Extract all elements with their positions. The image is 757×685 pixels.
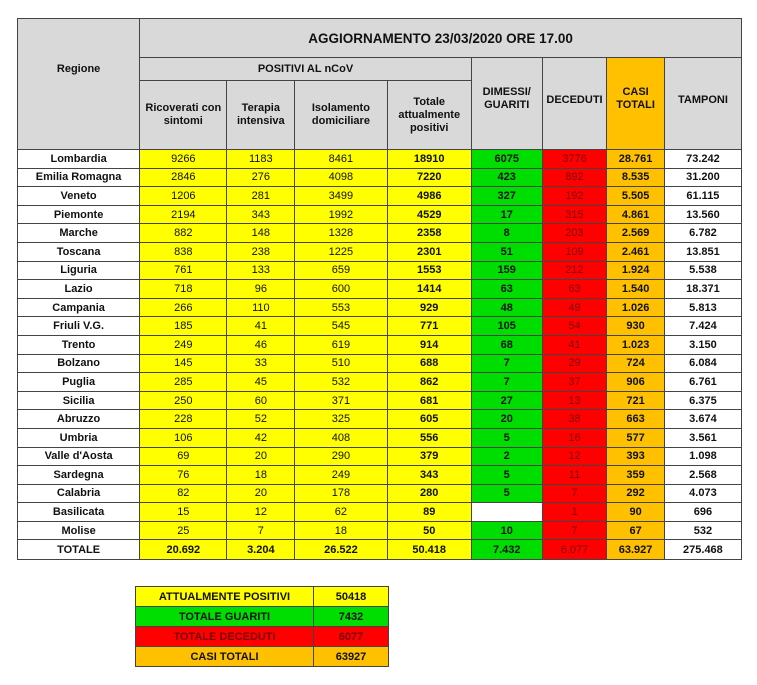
cell-casi-totali: 67 xyxy=(607,521,665,540)
cell-tamponi: 1.098 xyxy=(664,447,741,466)
cell-regione: Umbria xyxy=(18,428,140,447)
cell-casi-totali: 930 xyxy=(607,317,665,336)
cell-dimessi: 423 xyxy=(471,168,542,187)
cell-casi-totali: 292 xyxy=(607,484,665,503)
cell-regione: Lombardia xyxy=(18,150,140,169)
cell-terapia: 60 xyxy=(227,391,295,410)
cell-ricoverati: 69 xyxy=(140,447,227,466)
cell-ricoverati: 1206 xyxy=(140,187,227,206)
cell-totale-positivi: 1553 xyxy=(387,261,471,280)
cell-dimessi: 7 xyxy=(471,373,542,392)
cell-deceduti: 192 xyxy=(542,187,607,206)
cell-regione: Bolzano xyxy=(18,354,140,373)
cell-terapia: 45 xyxy=(227,373,295,392)
cell-regione: Calabria xyxy=(18,484,140,503)
cell-isolamento: 18 xyxy=(295,521,387,540)
table-row xyxy=(18,242,742,261)
summary-table xyxy=(135,586,389,667)
table-row xyxy=(18,521,742,540)
cell-terapia: 20 xyxy=(227,484,295,503)
cell-tamponi: 13.560 xyxy=(664,205,741,224)
cell-ricoverati: 2194 xyxy=(140,205,227,224)
summary-label: CASI TOTALI xyxy=(136,647,314,667)
cell-regione: Campania xyxy=(18,298,140,317)
table-row xyxy=(18,168,742,187)
total-totale-positivi: 50.418 xyxy=(387,540,471,560)
table-row xyxy=(18,484,742,503)
cell-regione: Basilicata xyxy=(18,503,140,522)
cell-tamponi: 4.073 xyxy=(664,484,741,503)
cell-dimessi: 17 xyxy=(471,205,542,224)
cell-terapia: 281 xyxy=(227,187,295,206)
cell-dimessi: 48 xyxy=(471,298,542,317)
cell-regione: Puglia xyxy=(18,373,140,392)
cell-casi-totali: 5.505 xyxy=(607,187,665,206)
total-casi-totali: 63.927 xyxy=(607,540,665,560)
cell-casi-totali: 359 xyxy=(607,466,665,485)
table-row xyxy=(18,428,742,447)
cell-ricoverati: 15 xyxy=(140,503,227,522)
cell-totale-positivi: 7220 xyxy=(387,168,471,187)
cell-isolamento: 600 xyxy=(295,280,387,299)
cell-casi-totali: 2.461 xyxy=(607,242,665,261)
cell-casi-totali: 1.540 xyxy=(607,280,665,299)
cell-totale-positivi: 862 xyxy=(387,373,471,392)
table-row xyxy=(18,410,742,429)
cell-regione: Emilia Romagna xyxy=(18,168,140,187)
cell-casi-totali: 393 xyxy=(607,447,665,466)
header-totale-positivi: Totale attualmente positivi xyxy=(387,81,471,150)
cell-regione: Sicilia xyxy=(18,391,140,410)
cell-isolamento: 4098 xyxy=(295,168,387,187)
cell-isolamento: 408 xyxy=(295,428,387,447)
cell-terapia: 33 xyxy=(227,354,295,373)
table-row xyxy=(18,447,742,466)
cell-dimessi: 7 xyxy=(471,354,542,373)
total-tamponi: 275.468 xyxy=(664,540,741,560)
cell-casi-totali: 4.861 xyxy=(607,205,665,224)
table-row xyxy=(18,391,742,410)
cell-isolamento: 62 xyxy=(295,503,387,522)
cell-dimessi: 6075 xyxy=(471,150,542,169)
cell-totale-positivi: 688 xyxy=(387,354,471,373)
cell-isolamento: 178 xyxy=(295,484,387,503)
summary-label: TOTALE GUARITI xyxy=(136,607,314,627)
cell-isolamento: 1225 xyxy=(295,242,387,261)
cell-tamponi: 2.568 xyxy=(664,466,741,485)
table-row xyxy=(18,354,742,373)
cell-totale-positivi: 4529 xyxy=(387,205,471,224)
cell-dimessi: 10 xyxy=(471,521,542,540)
cell-isolamento: 659 xyxy=(295,261,387,280)
cell-dimessi xyxy=(471,503,542,522)
cell-deceduti: 203 xyxy=(542,224,607,243)
cell-ricoverati: 718 xyxy=(140,280,227,299)
cell-deceduti: 892 xyxy=(542,168,607,187)
cell-tamponi: 5.813 xyxy=(664,298,741,317)
cell-terapia: 7 xyxy=(227,521,295,540)
summary-label: ATTUALMENTE POSITIVI xyxy=(136,587,314,607)
cell-isolamento: 510 xyxy=(295,354,387,373)
table-row xyxy=(18,335,742,354)
cell-terapia: 46 xyxy=(227,335,295,354)
cell-deceduti: 63 xyxy=(542,280,607,299)
cell-terapia: 148 xyxy=(227,224,295,243)
table-row xyxy=(18,317,742,336)
cell-regione: Lazio xyxy=(18,280,140,299)
summary-value: 7432 xyxy=(314,607,389,627)
cell-totale-positivi: 556 xyxy=(387,428,471,447)
cell-dimessi: 5 xyxy=(471,428,542,447)
cell-ricoverati: 761 xyxy=(140,261,227,280)
cell-ricoverati: 250 xyxy=(140,391,227,410)
cell-terapia: 12 xyxy=(227,503,295,522)
cell-isolamento: 553 xyxy=(295,298,387,317)
cell-isolamento: 532 xyxy=(295,373,387,392)
cell-deceduti: 7 xyxy=(542,484,607,503)
cell-casi-totali: 1.924 xyxy=(607,261,665,280)
table-body xyxy=(18,150,742,540)
cell-deceduti: 49 xyxy=(542,298,607,317)
cell-casi-totali: 8.535 xyxy=(607,168,665,187)
header-regione: Regione xyxy=(18,19,140,150)
cell-ricoverati: 25 xyxy=(140,521,227,540)
cell-isolamento: 3499 xyxy=(295,187,387,206)
cell-tamponi: 3.674 xyxy=(664,410,741,429)
cell-isolamento: 8461 xyxy=(295,150,387,169)
cell-regione: Piemonte xyxy=(18,205,140,224)
cell-tamponi: 3.561 xyxy=(664,428,741,447)
total-ricoverati: 20.692 xyxy=(140,540,227,560)
cell-totale-positivi: 18910 xyxy=(387,150,471,169)
table-row xyxy=(18,150,742,169)
total-dimessi: 7.432 xyxy=(471,540,542,560)
cell-ricoverati: 266 xyxy=(140,298,227,317)
cell-terapia: 96 xyxy=(227,280,295,299)
cell-casi-totali: 906 xyxy=(607,373,665,392)
cell-tamponi: 18.371 xyxy=(664,280,741,299)
cell-ricoverati: 145 xyxy=(140,354,227,373)
cell-totale-positivi: 343 xyxy=(387,466,471,485)
cell-isolamento: 290 xyxy=(295,447,387,466)
cell-dimessi: 105 xyxy=(471,317,542,336)
cell-dimessi: 20 xyxy=(471,410,542,429)
totals-label: TOTALE xyxy=(18,540,140,560)
cell-deceduti: 54 xyxy=(542,317,607,336)
cell-dimessi: 8 xyxy=(471,224,542,243)
cell-deceduti: 3776 xyxy=(542,150,607,169)
cell-tamponi: 6.375 xyxy=(664,391,741,410)
cell-deceduti: 38 xyxy=(542,410,607,429)
cell-deceduti: 12 xyxy=(542,447,607,466)
cell-regione: Valle d'Aosta xyxy=(18,447,140,466)
cell-totale-positivi: 4986 xyxy=(387,187,471,206)
cell-totale-positivi: 929 xyxy=(387,298,471,317)
cell-deceduti: 315 xyxy=(542,205,607,224)
cell-totale-positivi: 379 xyxy=(387,447,471,466)
header-positivi-group: POSITIVI AL nCoV xyxy=(140,58,472,81)
cell-regione: Abruzzo xyxy=(18,410,140,429)
cell-regione: Sardegna xyxy=(18,466,140,485)
cell-totale-positivi: 50 xyxy=(387,521,471,540)
cell-totale-positivi: 89 xyxy=(387,503,471,522)
total-deceduti: 6.077 xyxy=(542,540,607,560)
summary-value: 50418 xyxy=(314,587,389,607)
cell-terapia: 41 xyxy=(227,317,295,336)
cell-casi-totali: 663 xyxy=(607,410,665,429)
cell-isolamento: 1992 xyxy=(295,205,387,224)
cell-regione: Toscana xyxy=(18,242,140,261)
cell-tamponi: 7.424 xyxy=(664,317,741,336)
cell-casi-totali: 28.761 xyxy=(607,150,665,169)
cell-ricoverati: 76 xyxy=(140,466,227,485)
cell-tamponi: 6.084 xyxy=(664,354,741,373)
header-isolamento: Isolamento domiciliare xyxy=(295,81,387,150)
cell-ricoverati: 228 xyxy=(140,410,227,429)
cell-ricoverati: 838 xyxy=(140,242,227,261)
header-deceduti: DECEDUTI xyxy=(542,58,607,150)
cell-dimessi: 159 xyxy=(471,261,542,280)
cell-terapia: 238 xyxy=(227,242,295,261)
cell-ricoverati: 9266 xyxy=(140,150,227,169)
table-row xyxy=(18,224,742,243)
summary-row-deceduti xyxy=(136,627,389,647)
cell-casi-totali: 577 xyxy=(607,428,665,447)
cell-deceduti: 13 xyxy=(542,391,607,410)
summary-row-positivi xyxy=(136,587,389,607)
header-dimessi: DIMESSI/ GUARITI xyxy=(471,58,542,150)
cell-casi-totali: 1.026 xyxy=(607,298,665,317)
cell-regione: Veneto xyxy=(18,187,140,206)
table-row xyxy=(18,187,742,206)
cell-isolamento: 1328 xyxy=(295,224,387,243)
cell-regione: Marche xyxy=(18,224,140,243)
header-ricoverati: Ricoverati con sintomi xyxy=(140,81,227,150)
cell-totale-positivi: 681 xyxy=(387,391,471,410)
cell-terapia: 110 xyxy=(227,298,295,317)
cell-terapia: 52 xyxy=(227,410,295,429)
cell-regione: Liguria xyxy=(18,261,140,280)
cell-terapia: 343 xyxy=(227,205,295,224)
table-row xyxy=(18,280,742,299)
summary-row-casi xyxy=(136,647,389,667)
cell-tamponi: 6.782 xyxy=(664,224,741,243)
cell-deceduti: 37 xyxy=(542,373,607,392)
cell-terapia: 18 xyxy=(227,466,295,485)
cell-tamponi: 5.538 xyxy=(664,261,741,280)
cell-deceduti: 212 xyxy=(542,261,607,280)
cell-totale-positivi: 605 xyxy=(387,410,471,429)
cell-dimessi: 5 xyxy=(471,466,542,485)
cell-casi-totali: 721 xyxy=(607,391,665,410)
header-casi-totali: CASI TOTALI xyxy=(607,58,665,150)
summary-value: 6077 xyxy=(314,627,389,647)
cell-ricoverati: 2846 xyxy=(140,168,227,187)
summary-row-guariti xyxy=(136,607,389,627)
cell-dimessi: 2 xyxy=(471,447,542,466)
cell-deceduti: 16 xyxy=(542,428,607,447)
cell-ricoverati: 106 xyxy=(140,428,227,447)
cell-dimessi: 51 xyxy=(471,242,542,261)
cell-tamponi: 696 xyxy=(664,503,741,522)
cell-regione: Friuli V.G. xyxy=(18,317,140,336)
cell-tamponi: 73.242 xyxy=(664,150,741,169)
total-terapia: 3.204 xyxy=(227,540,295,560)
header-terapia: Terapia intensiva xyxy=(227,81,295,150)
cell-terapia: 1183 xyxy=(227,150,295,169)
cell-casi-totali: 1.023 xyxy=(607,335,665,354)
cell-deceduti: 29 xyxy=(542,354,607,373)
cell-terapia: 20 xyxy=(227,447,295,466)
cell-dimessi: 5 xyxy=(471,484,542,503)
cell-tamponi: 61.115 xyxy=(664,187,741,206)
cell-deceduti: 7 xyxy=(542,521,607,540)
table-row xyxy=(18,298,742,317)
cell-dimessi: 327 xyxy=(471,187,542,206)
update-title: AGGIORNAMENTO 23/03/2020 ORE 17.00 xyxy=(140,19,742,58)
cell-totale-positivi: 280 xyxy=(387,484,471,503)
cell-casi-totali: 90 xyxy=(607,503,665,522)
cell-isolamento: 545 xyxy=(295,317,387,336)
total-isolamento: 26.522 xyxy=(295,540,387,560)
cell-tamponi: 6.761 xyxy=(664,373,741,392)
cell-regione: Molise xyxy=(18,521,140,540)
cell-deceduti: 11 xyxy=(542,466,607,485)
cell-ricoverati: 185 xyxy=(140,317,227,336)
cell-terapia: 42 xyxy=(227,428,295,447)
cell-totale-positivi: 1414 xyxy=(387,280,471,299)
summary-value: 63927 xyxy=(314,647,389,667)
cell-casi-totali: 724 xyxy=(607,354,665,373)
cell-dimessi: 63 xyxy=(471,280,542,299)
cell-totale-positivi: 2301 xyxy=(387,242,471,261)
cell-terapia: 276 xyxy=(227,168,295,187)
table-row xyxy=(18,466,742,485)
cell-totale-positivi: 771 xyxy=(387,317,471,336)
header-tamponi: TAMPONI xyxy=(664,58,741,150)
cell-tamponi: 13.851 xyxy=(664,242,741,261)
cell-tamponi: 532 xyxy=(664,521,741,540)
table-row xyxy=(18,373,742,392)
cell-dimessi: 27 xyxy=(471,391,542,410)
cell-casi-totali: 2.569 xyxy=(607,224,665,243)
cell-isolamento: 371 xyxy=(295,391,387,410)
table-row xyxy=(18,205,742,224)
cell-ricoverati: 249 xyxy=(140,335,227,354)
cell-deceduti: 109 xyxy=(542,242,607,261)
cell-tamponi: 31.200 xyxy=(664,168,741,187)
cell-ricoverati: 882 xyxy=(140,224,227,243)
cell-terapia: 133 xyxy=(227,261,295,280)
cell-isolamento: 249 xyxy=(295,466,387,485)
totals-row xyxy=(18,540,742,560)
cell-dimessi: 68 xyxy=(471,335,542,354)
cell-tamponi: 3.150 xyxy=(664,335,741,354)
summary-label: TOTALE DECEDUTI xyxy=(136,627,314,647)
covid-regions-table xyxy=(17,18,742,560)
cell-ricoverati: 285 xyxy=(140,373,227,392)
cell-isolamento: 325 xyxy=(295,410,387,429)
cell-ricoverati: 82 xyxy=(140,484,227,503)
cell-deceduti: 1 xyxy=(542,503,607,522)
cell-totale-positivi: 2358 xyxy=(387,224,471,243)
cell-regione: Trento xyxy=(18,335,140,354)
cell-deceduti: 41 xyxy=(542,335,607,354)
cell-totale-positivi: 914 xyxy=(387,335,471,354)
table-row xyxy=(18,503,742,522)
table-row xyxy=(18,261,742,280)
cell-isolamento: 619 xyxy=(295,335,387,354)
